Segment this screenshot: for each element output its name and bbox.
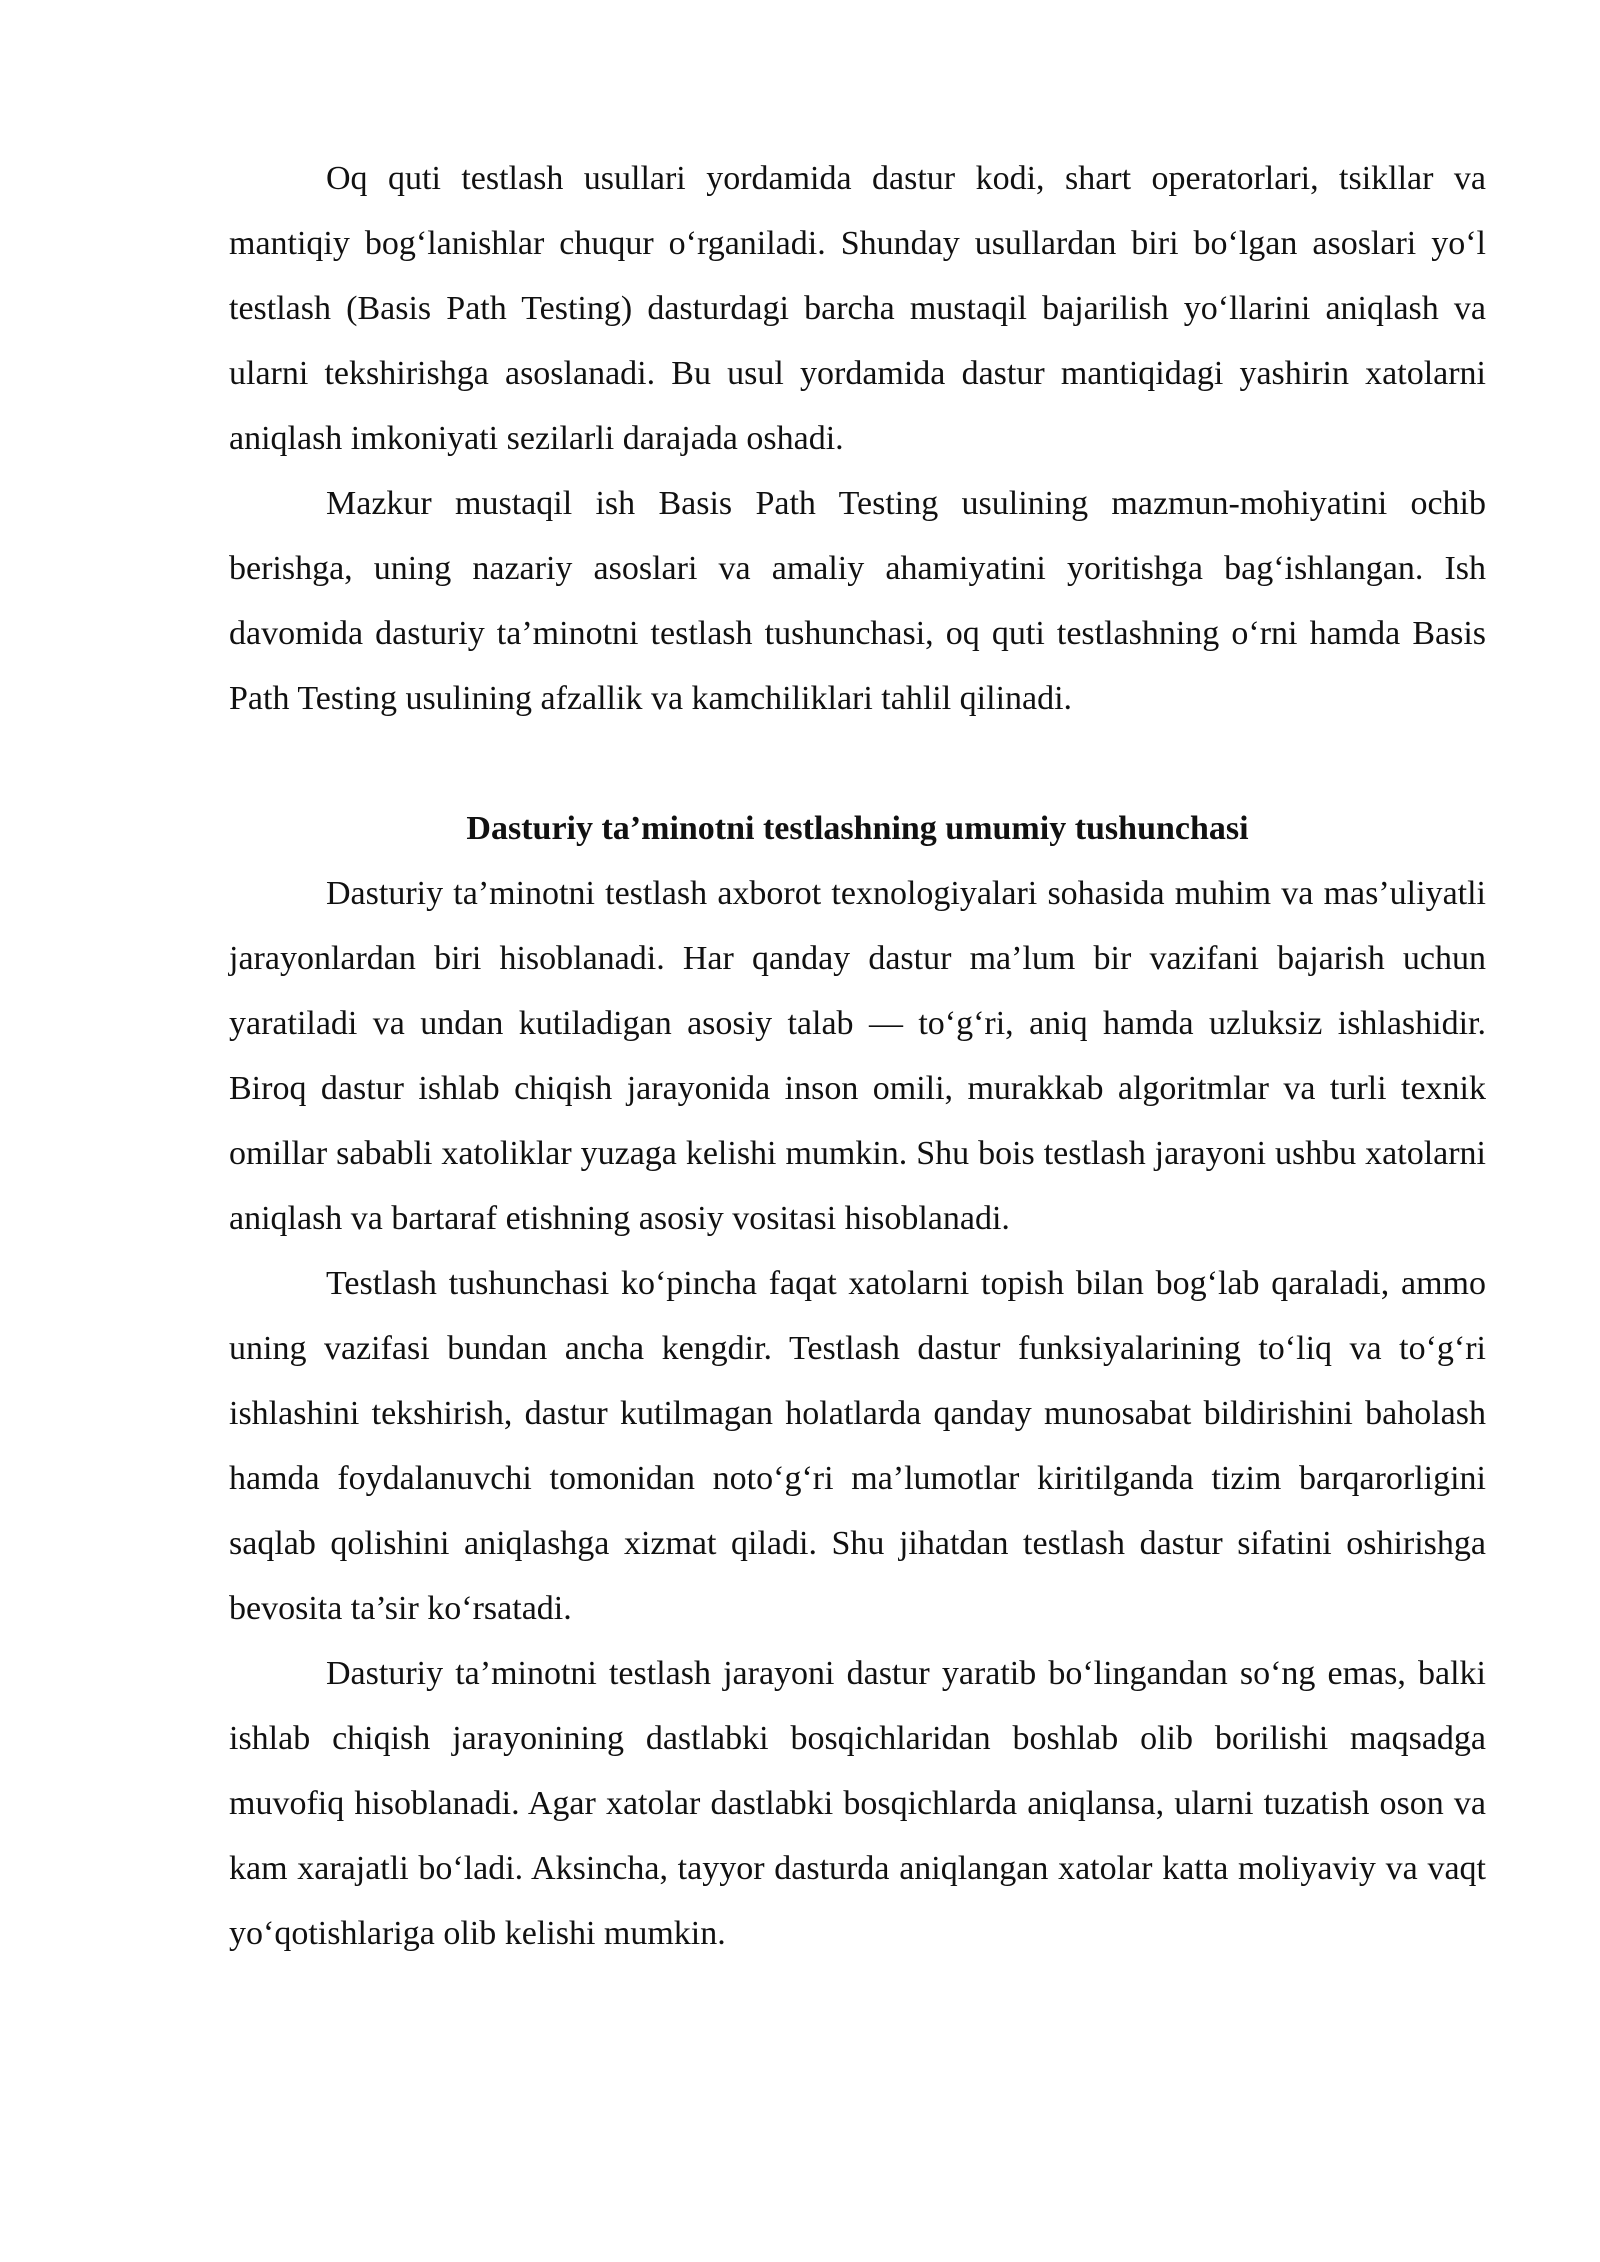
paragraph-testing-scope: Testlash tushunchasi ko‘pincha faqat xatolarni topish bilan bog‘lab qaraladi, ammo uning vazifasi bundan ancha kengdir. Testlash dastur funksiyalarining to‘liq va to‘g‘ri ishlashini tekshirish, dastur kutilmagan holatlarda qanday munosabat bildirishini baholash hamda foydalanuvchi tomonidan noto‘g‘ri ma’lumotlar kiritilganda tizim barqarorligini saqlab qolishini aniqlashga xizmat qiladi. Shu jihatdan testlash dastur sifatini oshirishga bevosita ta’sir ko‘rsatadi.: [229, 1265, 1486, 1627]
paragraph-work-purpose: Mazkur mustaqil ish Basis Path Testing usulining mazmun-mohiyatini ochib berishga, uning nazariy asoslari va amaliy ahamiyatini yoritishga bag‘ishlangan. Ish davomida dasturiy ta’minotni testlash tushunchasi, oq quti testlashning o‘rni hamda Basis Path Testing usulining afzallik va kamchiliklari tahlil qilinadi.: [229, 485, 1486, 717]
document-body: [229, 146, 1486, 1966]
section-heading: Dasturiy ta’minotni testlashning umumiy tushunchasi: [466, 810, 1249, 847]
paragraph-testing-definition: Dasturiy ta’minotni testlash axborot texnologiyalari sohasida muhim va mas’uliyatli jarayonlardan biri hisoblanadi. Har qanday dastur ma’lum bir vazifani bajarish uchun yaratiladi va undan kutiladigan asosiy talab — to‘g‘ri, aniq hamda uzluksiz ishlashidir. Biroq dastur ishlab chiqish jarayonida inson omili, murakkab algoritmlar va turli texnik omillar sababli xatoliklar yuzaga kelishi mumkin. Shu bois testlash jarayoni ushbu xatolarni aniqlash va bartaraf etishning asosiy vositasi hisoblanadi.: [229, 875, 1486, 1237]
paragraph-testing-early-stages: Dasturiy ta’minotni testlash jarayoni dastur yaratib bo‘lingandan so‘ng emas, balki ishlab chiqish jarayonining dastlabki bosqichlaridan boshlab olib borilishi maqsadga muvofiq hisoblanadi. Agar xatolar dastlabki bosqichlarda aniqlansa, ularni tuzatish oson va kam xarajatli bo‘ladi. Aksincha, tayyor dasturda aniqlangan xatolar katta moliyaviy va vaqt yo‘qotishlariga olib kelishi mumkin.: [229, 1655, 1486, 1952]
paragraph-white-box-testing-intro: Oq quti testlash usullari yordamida dastur kodi, shart operatorlari, tsikllar va mantiqiy bog‘lanishlar chuqur o‘rganiladi. Shunday usullardan biri bo‘lgan asoslari yo‘l testlash (Basis Path Testing) dasturdagi barcha mustaqil bajarilish yo‘llarini aniqlash va ularni tekshirishga asoslanadi. Bu usul yordamida dastur mantiqidagi yashirin xatolarni aniqlash imkoniyati sezilarli darajada oshadi.: [229, 160, 1486, 457]
